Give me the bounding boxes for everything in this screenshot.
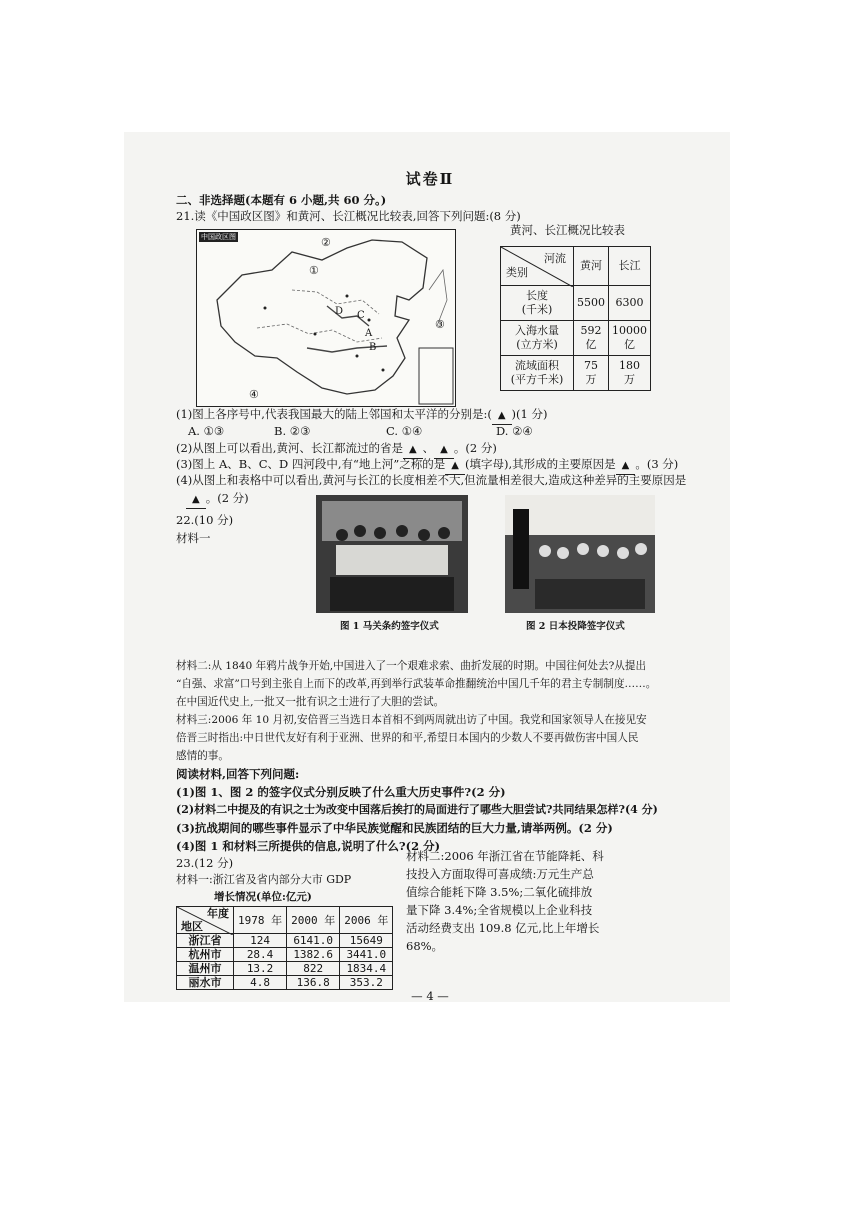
comparison-table-title: 黄河、长江概况比较表 (510, 223, 625, 237)
table-row: 丽水市 4.8 136.8 353.2 (177, 976, 393, 990)
q22-material3-line1: 材料三:2006 年 10 月初,安倍晋三当选日本首相不到两周就出访了中国。我党和国家领导人在接见安 (176, 714, 647, 726)
q21-sub4-end: ▲ 。(2 分) (186, 490, 249, 509)
table-row: 入海水量 (立方米) 592 亿 10000 亿 (501, 321, 651, 356)
gdp-table (176, 906, 393, 990)
q21-opt-c: C. ①④ (386, 424, 423, 438)
photo-shimonoseki-signing (316, 495, 468, 613)
gdp-corner-header: 年度 地区 (177, 907, 234, 934)
q23-material2-line2: 技投入方面取得可喜成绩:万元生产总 (406, 867, 594, 881)
q22-material2-line1: 材料二:从 1840 年鸦片战争开始,中国进入了一个艰难求索、曲折发展的时期。中国往何处去?从提出 (176, 660, 647, 672)
q22-material1-label: 材料一 (176, 531, 211, 545)
q23-material2-line1: 材料二:2006 年浙江省在节能降耗、科 (406, 849, 604, 863)
q22-stem: 22.(10 分) (176, 513, 234, 527)
map-number-2: ② (321, 236, 331, 249)
q21-sub4: (4)从图上和表格中可以看出,黄河与长江的长度相差不大,但流量相差很大,造成这种差异的主要原因是 (176, 473, 687, 487)
comparison-table (500, 246, 651, 391)
q23-material2-line3: 值综合能耗下降 3.5%;二氧化硫排放 (406, 885, 593, 899)
q22-material2-line3: 在中国近代史上,一批又一批有识之士进行了大胆的尝试。 (176, 696, 445, 708)
map-letter-d: D (335, 306, 344, 317)
col-header-changjiang: 长江 (609, 247, 651, 286)
china-map (196, 229, 456, 407)
map-letter-b: B (369, 342, 377, 353)
page-title: 试卷Ⅱ (405, 170, 455, 188)
q21-opt-b: B. ②③ (274, 424, 311, 438)
page-number: — 4 — (411, 989, 449, 1003)
q22-sub3: (3)抗战期间的哪些事件显示了中华民族觉醒和民族团结的巨大力量,请举两例。(2 分) (176, 821, 613, 835)
gdp-year-header: 2006 年 (340, 907, 393, 934)
q22-prompt: 阅读材料,回答下列问题: (176, 767, 300, 781)
map-number-3: ③ (435, 318, 445, 331)
q23-material1-line1: 材料一:浙江省及省内部分大市 GDP (176, 873, 352, 886)
table-row: 浙江省 124 6141.0 15649 (177, 934, 393, 948)
table-row: 杭州市 28.4 1382.6 3441.0 (177, 948, 393, 962)
q23-material1-line2: 增长情况(单位:亿元) (214, 891, 312, 903)
table-corner-header: 河流 类别 (501, 247, 574, 286)
gdp-year-header: 2000 年 (287, 907, 340, 934)
photo-japan-surrender-signing (505, 495, 655, 613)
q21-sub2: (2)从图上可以看出,黄河、长江都流过的省是 ▲ 、 ▲ 。(2 分) (176, 440, 497, 459)
q21-sub3: (3)图上 A、B、C、D 四河段中,有“地上河”之称的是 ▲ (填字母),其形成的主要原因是 ▲ 。(3 分) (176, 456, 678, 475)
map-number-4: ④ (249, 388, 259, 401)
q21-sub1: (1)图上各序号中,代表我国最大的陆上邻国和太平洋的分别是:( ▲ )(1 分) (176, 406, 547, 425)
q21-stem: 21.读《中国政区图》和黄河、长江概况比较表,回答下列问题:(8 分) (176, 209, 521, 223)
q21-opt-d: D. ②④ (496, 424, 533, 438)
figure-1-caption: 图 1 马关条约签字仪式 (340, 621, 439, 632)
table-row: 流域面积 (平方千米) 75 万 180 万 (501, 356, 651, 391)
figure-2-caption: 图 2 日本投降签字仪式 (526, 621, 625, 632)
col-header-huanghe: 黄河 (574, 247, 609, 286)
q22-sub4: (4)图 1 和材料三所提供的信息,说明了什么?(2 分) (176, 839, 441, 853)
table-row: 长度 (千米) 5500 6300 (501, 286, 651, 321)
q22-sub1: (1)图 1、图 2 的签字仪式分别反映了什么重大历史事件?(2 分) (176, 785, 506, 799)
map-letter-a: A (365, 328, 373, 339)
table-row: 温州市 13.2 822 1834.4 (177, 962, 393, 976)
map-outline (197, 230, 455, 406)
q22-material2-line2: “自强、求富”口号到主张自上而下的改革,再到举行武装革命推翻统治中国几千年的君主专制制度……。 (176, 678, 657, 690)
q21-opt-a: A. ①③ (188, 424, 225, 438)
section-heading: 二、非选择题(本题有 6 小题,共 60 分。) (176, 193, 387, 207)
q23-material2-line6: 68%。 (406, 939, 444, 953)
q22-sub2: (2)材料二中提及的有识之士为改变中国落后挨打的局面进行了哪些大胆尝试?共同结果怎样?(4 分) (176, 803, 658, 816)
q22-material3-line3: 感情的事。 (176, 750, 229, 762)
map-letter-c: C (357, 310, 365, 321)
q22-material3-line2: 倍晋三时指出:中日世代友好有利于亚洲、世界的和平,希望日本国内的少数人不要再做伤害中国人民 (176, 732, 639, 744)
map-number-1: ① (309, 264, 319, 277)
q23-material2-line4: 量下降 3.4%;全省规模以上企业科技 (406, 903, 593, 917)
gdp-year-header: 1978 年 (234, 907, 287, 934)
answer-blank: ▲ (492, 408, 512, 425)
map-label: 中国政区图 (201, 233, 236, 241)
q23-material2-line5: 活动经费支出 109.8 亿元,比上年增长 (406, 921, 600, 935)
q23-stem: 23.(12 分) (176, 856, 234, 870)
